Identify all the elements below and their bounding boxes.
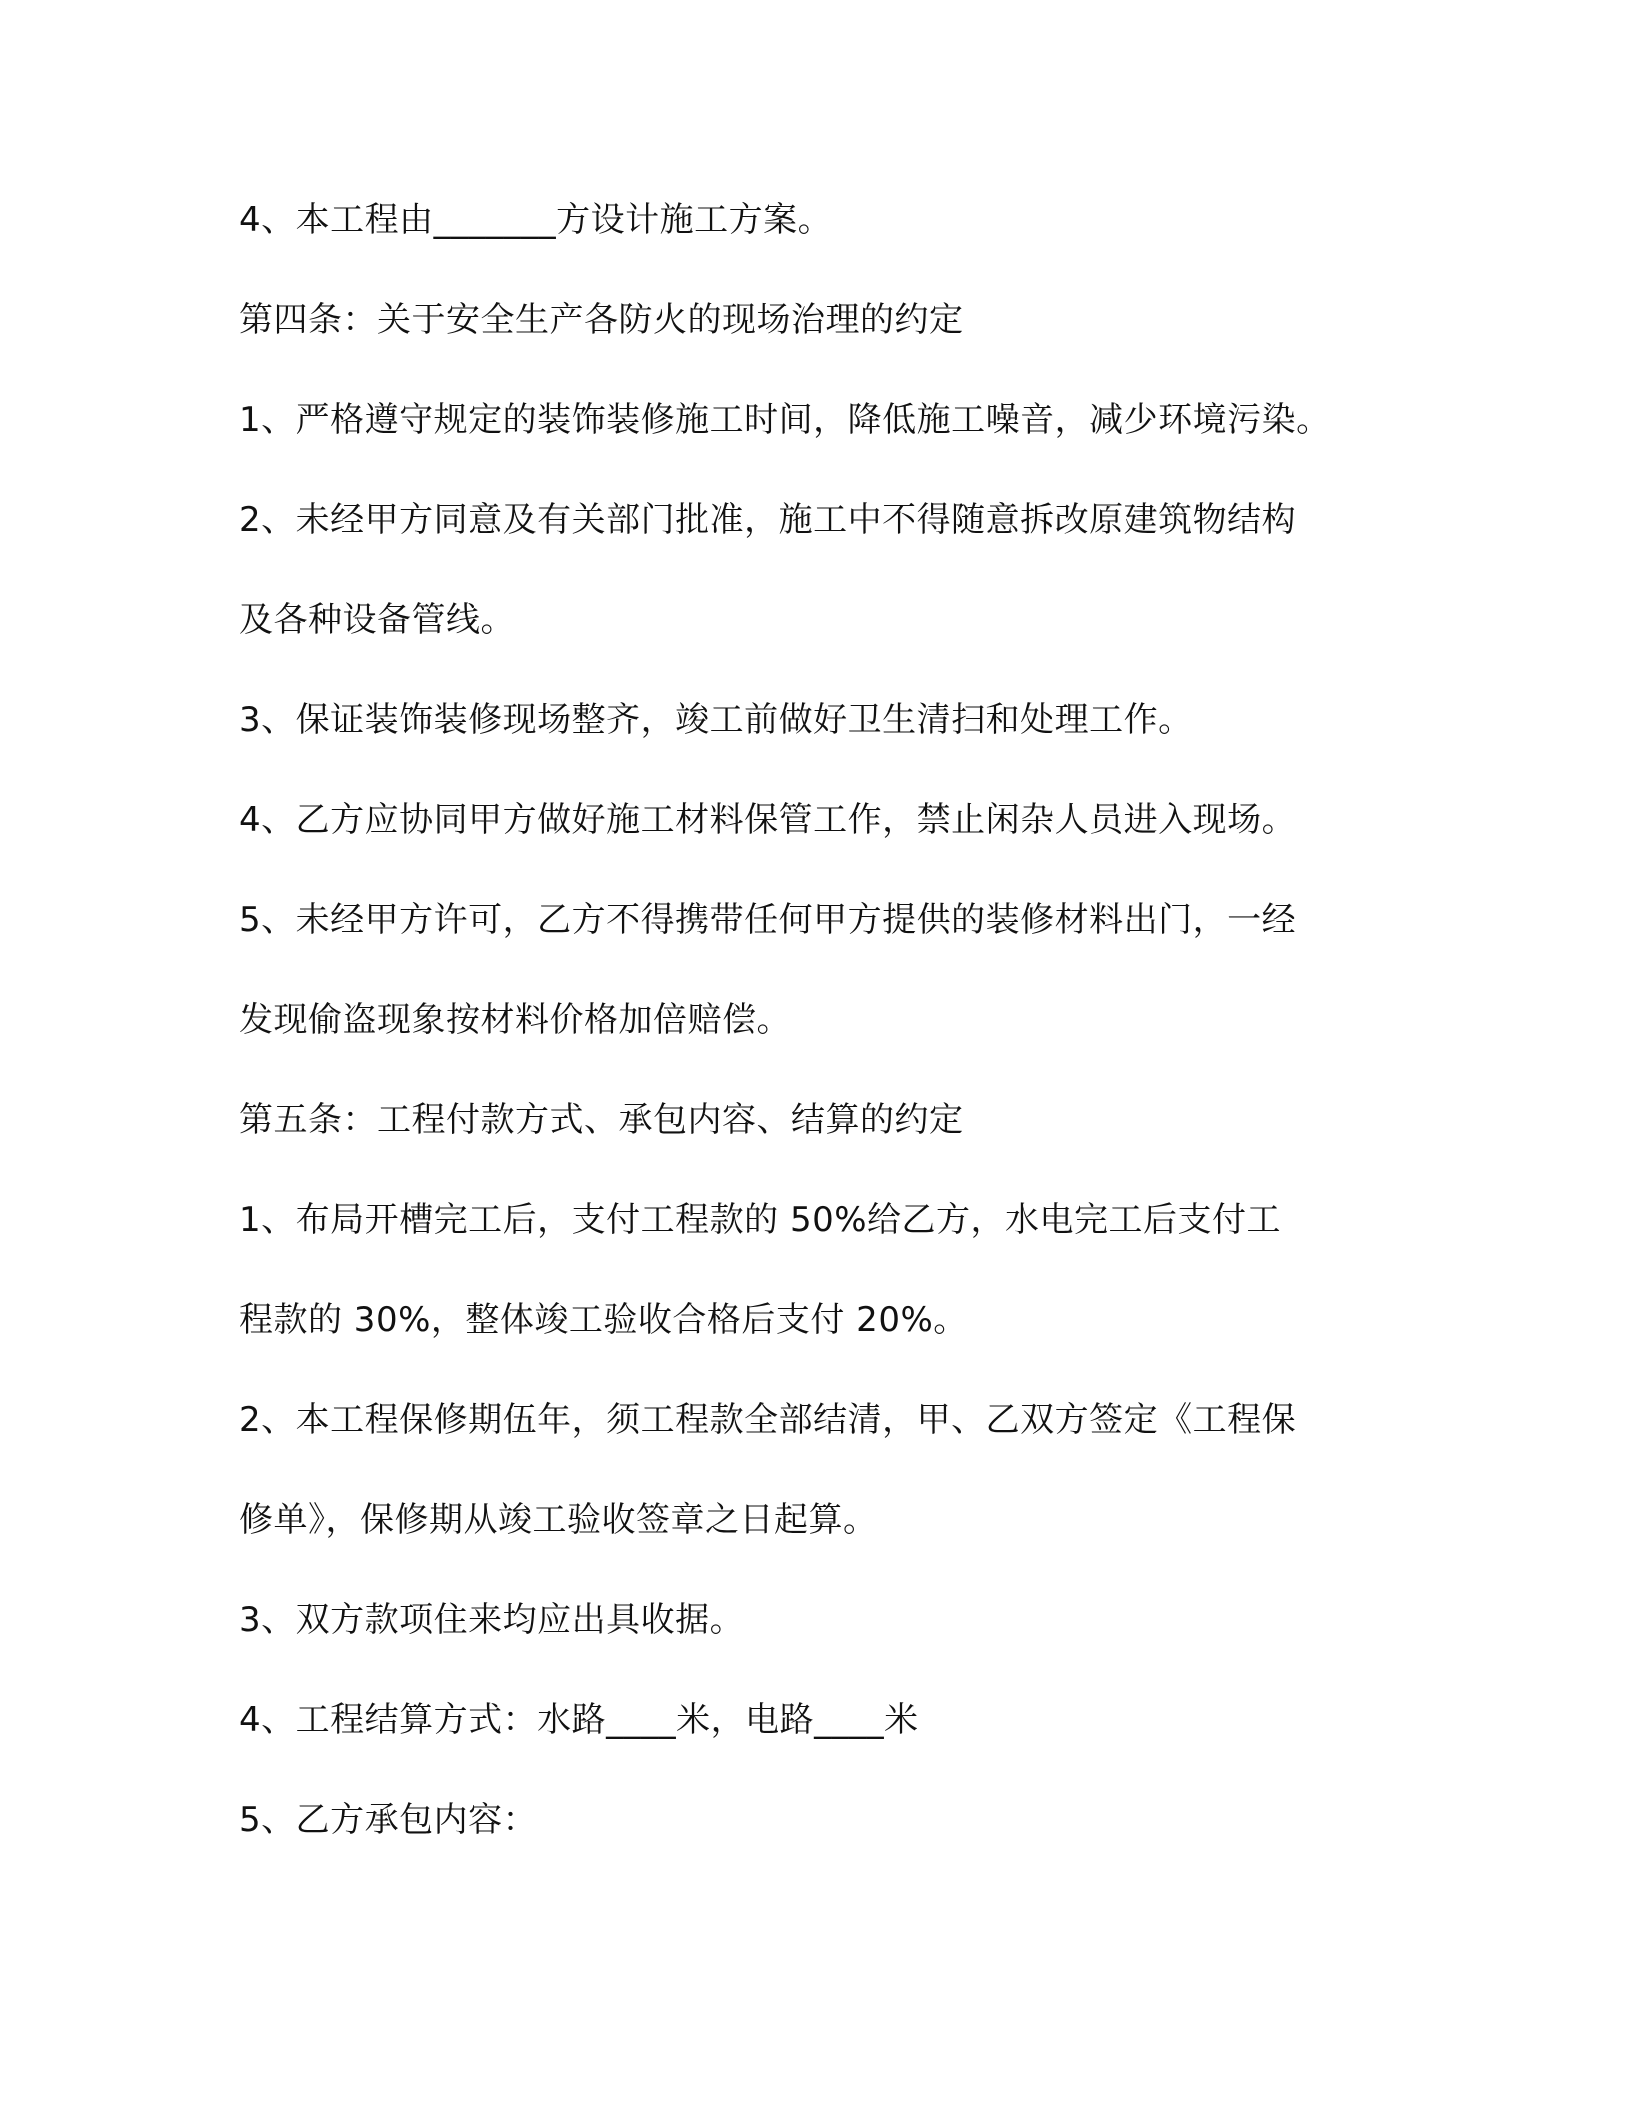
article-5-item-4: 4、工程结算方式：水路____米，电路____米 (239, 1700, 919, 1740)
article-4-item-5-line-1: 5、未经甲方许可，乙方不得携带任何甲方提供的装修材料出门，一经 (239, 900, 1297, 940)
article-4-item-1: 1、严格遵守规定的装饰装修施工时间，降低施工噪音，减少环境污染。 (239, 400, 1331, 440)
article-5-item-2-line-2: 修单》，保修期从竣工验收签章之日起算。 (239, 1500, 878, 1540)
article-5-item-1-line-1: 1、布局开槽完工后，支付工程款的 50%给乙方，水电完工后支付工 (239, 1200, 1282, 1240)
article-4-item-3: 3、保证装饰装修现场整齐，竣工前做好卫生清扫和处理工作。 (239, 700, 1193, 740)
article-4-item-2-line-2: 及各种设备管线。 (239, 600, 515, 640)
article-4-item-4: 4、乙方应协同甲方做好施工材料保管工作，禁止闲杂人员进入现场。 (239, 800, 1297, 840)
article-4-item-5-line-2: 发现偷盗现象按材料价格加倍赔偿。 (239, 1000, 791, 1040)
article-5-item-2-line-1: 2、本工程保修期伍年，须工程款全部结清，甲、乙双方签定《工程保 (239, 1400, 1297, 1440)
article-5-item-1-line-2: 程款的 30%，整体竣工验收合格后支付 20%。 (239, 1300, 968, 1340)
article-4-heading: 第四条：关于安全生产各防火的现场治理的约定 (239, 300, 964, 340)
article-4-item-2-line-1: 2、未经甲方同意及有关部门批准，施工中不得随意拆改原建筑物结构 (239, 500, 1297, 540)
article-5-heading: 第五条：工程付款方式、承包内容、结算的约定 (239, 1100, 964, 1140)
article-5-item-3: 3、双方款项住来均应出具收据。 (239, 1600, 745, 1640)
clause-4-design-line: 4、本工程由_______方设计施工方案。 (239, 200, 833, 240)
article-5-item-5: 5、乙方承包内容： (239, 1800, 538, 1840)
